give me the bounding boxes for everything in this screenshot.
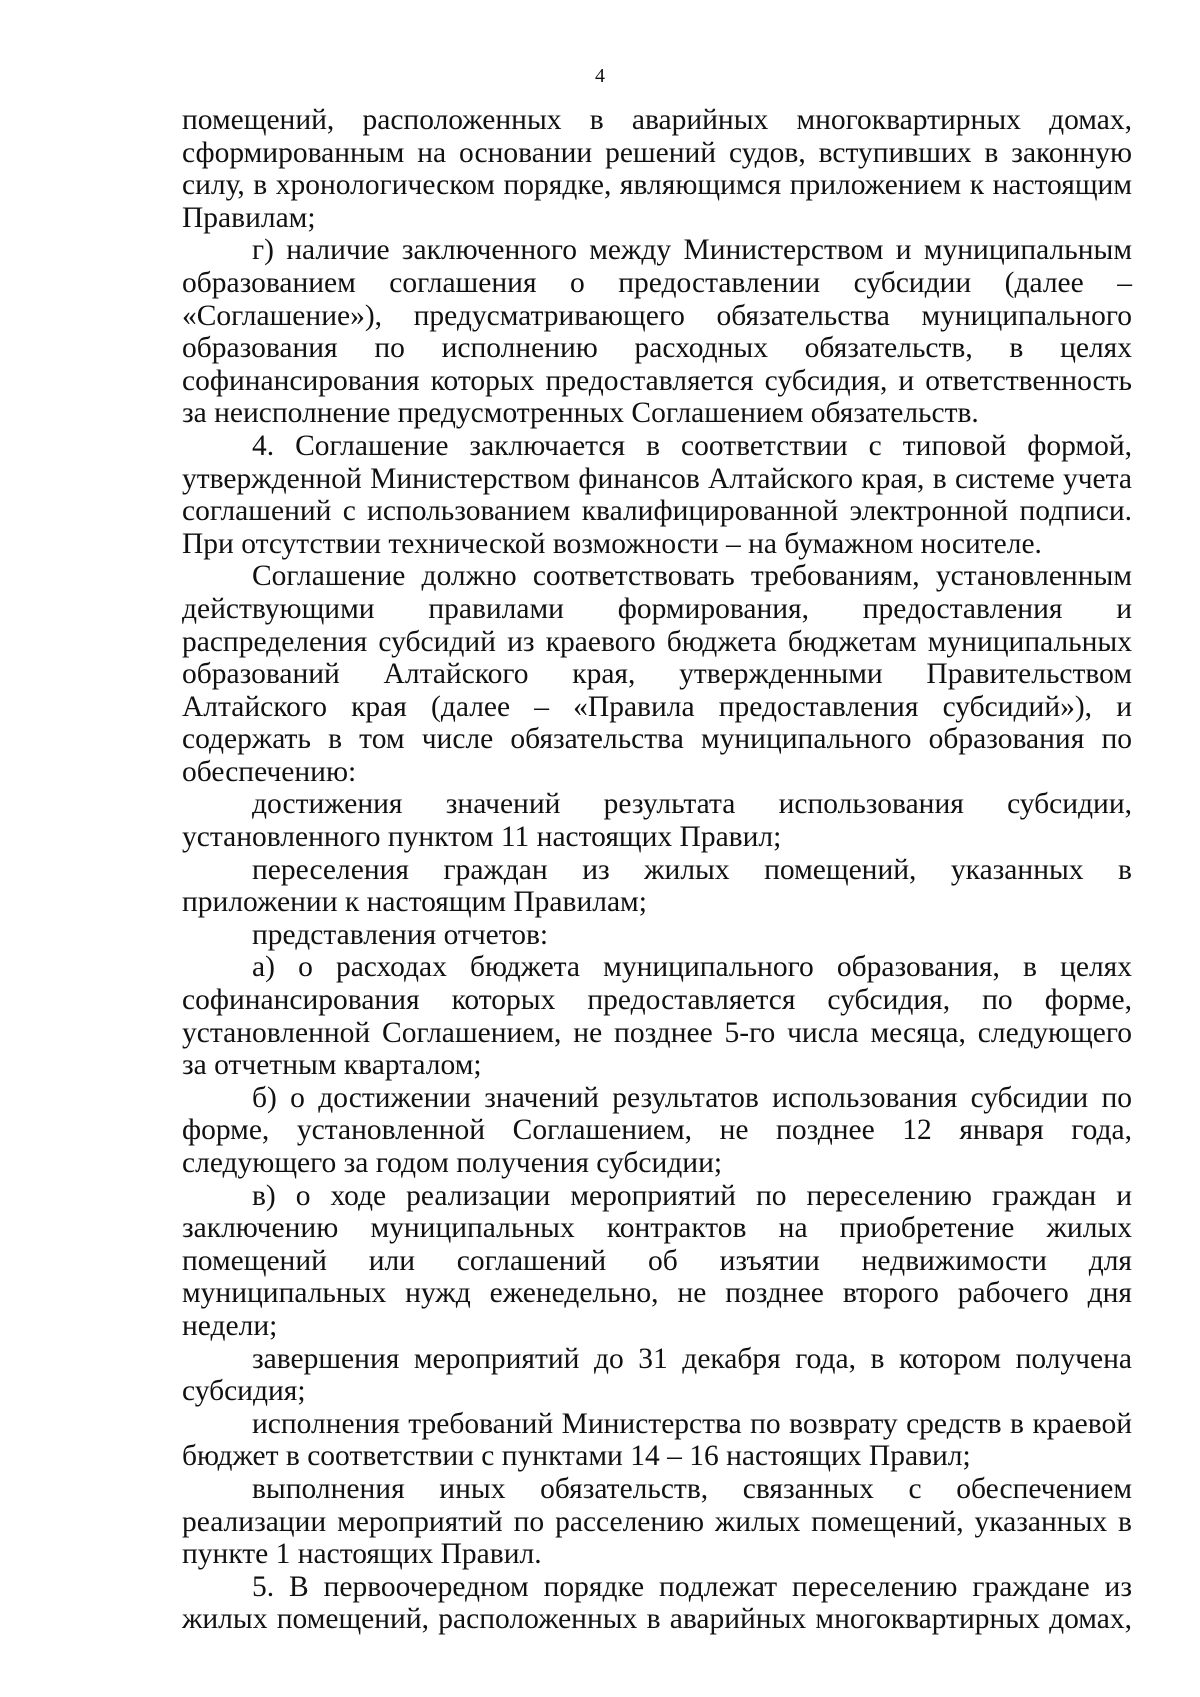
paragraph-continuation: помещений, расположенных в аварийных многоквартирных домах, сформированным на основании решений судов, вступивших в законную силу, в хронологическом порядке, являющимся приложением к настоящим Правилам; [182, 104, 1132, 234]
paragraph-report-b: б) о достижении значений результатов использования субсидии по форме, установленной Соглашением, не позднее 12 января года, следующего за годом получения субсидии; [182, 1081, 1132, 1179]
paragraph-refund: исполнения требований Министерства по возврату средств в краевой бюджет в соответствии с пунктами 14 – 16 настоящих Правил; [182, 1407, 1132, 1473]
paragraph-result-achievement: достижения значений результата использования субсидии, установленного пунктом 11 настоящих Правил; [182, 788, 1132, 854]
paragraph-other-obligations: выполнения иных обязательств, связанных с обеспечением реализации мероприятий по расселению жилых помещений, указанных в пункте 1 настоящих Правил. [182, 1472, 1132, 1571]
paragraph-reports-heading: представления отчетов: [252, 918, 549, 951]
paragraph-clause-4: 4. Соглашение заключается в соответствии с типовой формой, утвержденной Министерством финансов Алтайского края, в системе учета соглашений с использованием квалифицированной электронной подписи. При отсутствии технической возможности – на бумажном носителе. [182, 429, 1132, 560]
paragraph-item-g: г) наличие заключенного между Министерством и муниципальным образованием соглашения о предоставлении субсидии (далее – «Соглашение»), предусматривающего обязательства муниципального образования по исполнению расходных обязательств, в целях софинансирования которых предоставляется субсидия, и ответственность за неисполнение предусмотренных Соглашением обязательств. [182, 234, 1132, 430]
page-number: 4 [595, 65, 605, 87]
document-body [182, 104, 1132, 1636]
paragraph-report-a: а) о расходах бюджета муниципального образования, в целях софинансирования которых предоставляется субсидия, по форме, установленной Соглашением, не позднее 5-го числа месяца, следующего за отчетным кварталом; [182, 951, 1132, 1082]
paragraph-agreement-requirements: Соглашение должно соответствовать требованиям, установленным действующими правилами формирования, предоставления и распределения субсидий из краевого бюджета бюджетам муниципальных образований Алтайского края, утвержденными Правительством Алтайского края (далее – «Правила предоставления субсидий»), и содержать в том числе обязательства муниципального образования по обеспечению: [182, 560, 1132, 788]
paragraph-report-v: в) о ходе реализации мероприятий по переселению граждан и заключению муниципальных контрактов на приобретение жилых помещений или соглашений об изъятии недвижимости для муниципальных нужд еженедельно, не позднее второго рабочего дня недели; [182, 1179, 1132, 1342]
paragraph-resettlement: переселения граждан из жилых помещений, указанных в приложении к настоящим Правилам; [182, 853, 1132, 919]
paragraph-completion: завершения мероприятий до 31 декабря года, в котором получена субсидия; [182, 1342, 1132, 1408]
paragraph-clause-5: 5. В первоочередном порядке подлежат переселению граждане из жилых помещений, расположенных в аварийных многоквартирных домах, [182, 1570, 1132, 1636]
